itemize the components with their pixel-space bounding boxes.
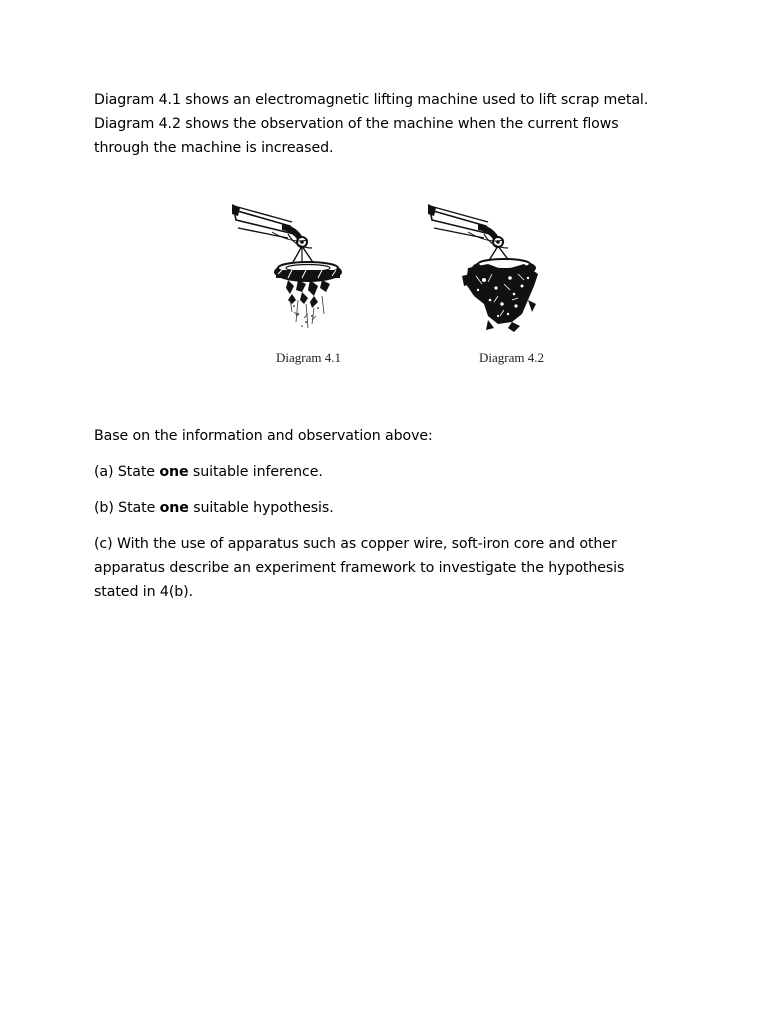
intro-paragraph: [94, 88, 648, 160]
electromagnet-large-scrap-image: [428, 204, 552, 334]
question-a-suffix: suitable inference.: [188, 464, 323, 480]
intro-line-1: Diagram 4.1 shows an electromagnetic lifting machine used to lift scrap metal.: [94, 92, 649, 108]
diagram-4-1-illustration: [232, 204, 356, 334]
question-a: [94, 460, 323, 484]
question-c-line-3: stated in 4(b).: [94, 584, 194, 600]
question-c-line-1: (c) With the use of apparatus such as copper wire, soft-iron core and other: [94, 536, 617, 552]
question-b-prefix: (b) State: [94, 500, 160, 516]
intro-line-2: Diagram 4.2 shows the observation of the machine when the current flows: [94, 116, 619, 132]
question-b-emphasis: one: [159, 500, 189, 516]
electromagnet-small-scrap-image: [232, 204, 356, 334]
question-a-prefix: (a) State: [94, 464, 160, 480]
question-c-line-2: apparatus describe an experiment framework to investigate the hypothesis: [94, 560, 625, 576]
question-b: [94, 496, 334, 520]
question-c: [94, 532, 624, 604]
diagram-4-1-caption: Diagram 4.1: [276, 350, 341, 365]
diagram-4-2-caption: Diagram 4.2: [479, 350, 544, 365]
diagram-4-2-illustration: [428, 204, 552, 334]
question-b-suffix: suitable hypothesis.: [188, 500, 334, 516]
question-a-emphasis: one: [159, 464, 189, 480]
instructions-text: Base on the information and observation above:: [94, 428, 433, 444]
intro-line-3: through the machine is increased.: [94, 140, 334, 156]
